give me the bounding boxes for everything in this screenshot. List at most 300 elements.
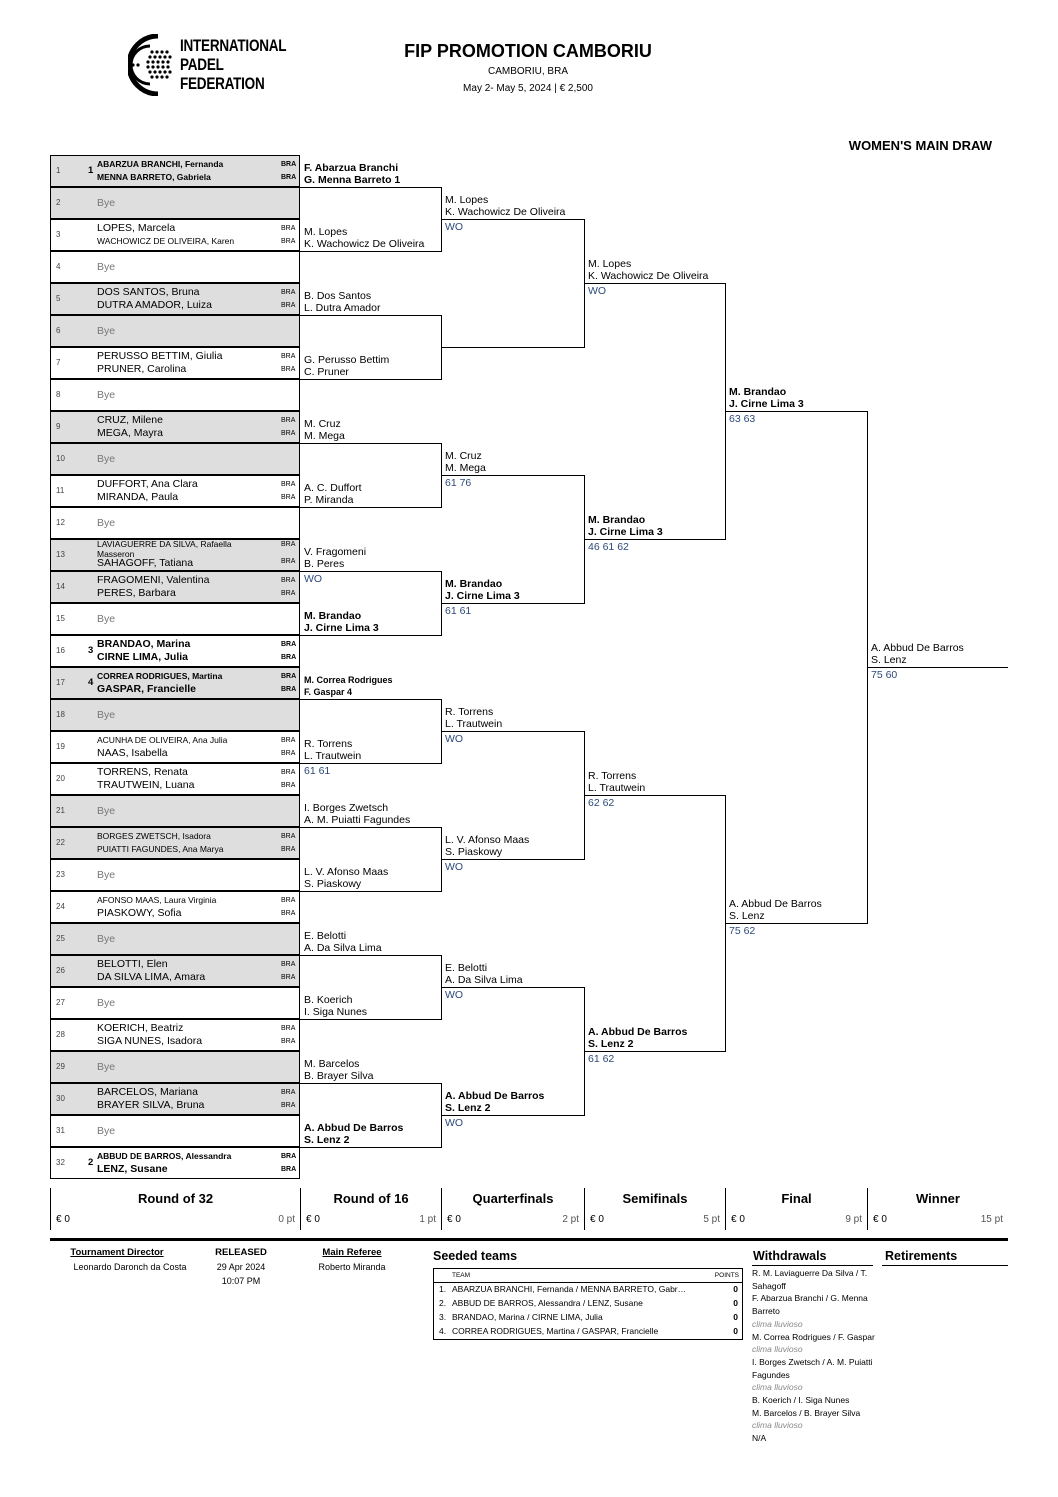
seeded-row: 3. BRANDAO, Marina / CIRNE LIMA, Julia 0 bbox=[439, 1312, 738, 1322]
team-name: J. Cirne Lima 3 bbox=[588, 526, 663, 538]
match-score: 75 62 bbox=[729, 925, 756, 937]
team-name: R. Torrens bbox=[445, 706, 494, 718]
match-score: WO bbox=[445, 989, 464, 1001]
player-nationality: BRA bbox=[281, 590, 296, 597]
draw-slot bbox=[50, 283, 300, 315]
withdrawal-reason: clima lluvioso bbox=[752, 1382, 803, 1393]
seeded-row: 2. ABBUD DE BARROS, Alessandra / LENZ, Susane 0 bbox=[439, 1298, 738, 1308]
ranking-points: 5 pt bbox=[703, 1214, 720, 1225]
player-nationality: BRA bbox=[281, 833, 296, 840]
player-nationality: BRA bbox=[281, 1102, 296, 1109]
bracket-line bbox=[441, 987, 585, 988]
draw-slot bbox=[50, 443, 300, 475]
round-name: Round of 16 bbox=[300, 1188, 441, 1210]
player-name: MENNA BARRETO, Gabriela bbox=[97, 172, 211, 182]
player-nationality: BRA bbox=[281, 1038, 296, 1045]
player-name: NAAS, Isabella bbox=[97, 747, 168, 759]
slot-number: 7 bbox=[56, 358, 61, 367]
team-name: I. Siga Nunes bbox=[304, 1006, 368, 1018]
player-name: TORRENS, Renata bbox=[97, 766, 188, 778]
ranking-points: 2 pt bbox=[562, 1214, 579, 1225]
slot-number: 27 bbox=[56, 998, 65, 1007]
round-name: Semifinals bbox=[584, 1188, 725, 1210]
slot-number: 4 bbox=[56, 262, 61, 271]
draw-slot bbox=[50, 1115, 300, 1147]
bracket-line bbox=[441, 859, 585, 860]
team-name: S. Lenz 2 bbox=[588, 1038, 634, 1050]
player-nationality: BRA bbox=[281, 686, 297, 693]
draw-slot bbox=[50, 155, 300, 187]
match-score: WO bbox=[445, 733, 464, 745]
bracket-line bbox=[441, 731, 585, 732]
bye-label: Bye bbox=[97, 869, 116, 881]
team-name: M. Mega bbox=[445, 462, 486, 474]
player-nationality: BRA bbox=[281, 961, 296, 968]
match-score: 61 61 bbox=[304, 765, 331, 777]
prize-money: € 0 bbox=[731, 1214, 745, 1225]
tournament-location: CAMBORIU, BRA bbox=[487, 66, 568, 77]
slot-number: 26 bbox=[56, 966, 65, 975]
team-name: L. V. Afonso Maas bbox=[445, 834, 530, 846]
match-score: 63 63 bbox=[729, 413, 756, 425]
bracket-line bbox=[300, 955, 442, 956]
bracket-line bbox=[441, 219, 585, 220]
team-name: M. Brandao bbox=[304, 610, 362, 622]
team-name: J. Cirne Lima 3 bbox=[729, 398, 804, 410]
divider bbox=[752, 1265, 873, 1266]
round-prize bbox=[50, 1210, 300, 1230]
slot-number: 16 bbox=[56, 646, 65, 655]
slot-number: 22 bbox=[56, 838, 65, 847]
player-nationality: BRA bbox=[281, 750, 296, 757]
bye-label: Bye bbox=[97, 613, 116, 625]
player-name: LENZ, Susane bbox=[97, 1163, 168, 1175]
released-heading: RELEASED bbox=[215, 1247, 267, 1258]
draw-slot bbox=[50, 539, 300, 571]
player-nationality: BRA bbox=[281, 302, 296, 309]
bracket-line bbox=[300, 699, 442, 700]
team-name: S. Lenz bbox=[729, 910, 765, 922]
draw-slot bbox=[50, 731, 300, 763]
team-name: M. Brandao bbox=[588, 514, 646, 526]
player-nationality: BRA bbox=[281, 174, 297, 181]
team-name: L. V. Afonso Maas bbox=[304, 866, 389, 878]
seed-marker: 4 bbox=[88, 677, 94, 688]
team-name: C. Pruner bbox=[304, 366, 349, 378]
bracket-line bbox=[300, 1147, 442, 1148]
bracket-line bbox=[300, 1083, 442, 1084]
match-score: WO bbox=[304, 573, 323, 585]
bracket-line bbox=[441, 603, 585, 604]
ranking-points: 9 pt bbox=[845, 1214, 862, 1225]
player-nationality: BRA bbox=[281, 430, 296, 437]
slot-number: 10 bbox=[56, 454, 65, 463]
withdrawal-reason: clima lluvioso bbox=[752, 1344, 803, 1355]
player-nationality: BRA bbox=[281, 366, 296, 373]
player-nationality: BRA bbox=[281, 769, 296, 776]
team-name: B. Dos Santos bbox=[304, 290, 372, 302]
slot-number: 23 bbox=[56, 870, 65, 879]
team-name: M. Cruz bbox=[445, 450, 482, 462]
bracket-line bbox=[584, 795, 726, 796]
slot-number: 6 bbox=[56, 326, 61, 335]
draw-slot bbox=[50, 1147, 300, 1179]
team-name: M. Lopes bbox=[588, 258, 632, 270]
draw-slot bbox=[50, 507, 300, 539]
bye-label: Bye bbox=[97, 805, 116, 817]
bracket-line bbox=[300, 635, 442, 636]
bracket-line bbox=[441, 475, 585, 476]
withdrawal-team: M. Barcelos / B. Brayer Silva bbox=[752, 1407, 861, 1418]
tournament-director-heading: Tournament Director bbox=[70, 1247, 164, 1258]
slot-number: 11 bbox=[56, 486, 65, 495]
bracket-line bbox=[725, 923, 868, 924]
ranking-points: 1 pt bbox=[419, 1214, 436, 1225]
draw-slot bbox=[50, 347, 300, 379]
bracket-line bbox=[584, 539, 726, 540]
player-nationality: BRA bbox=[281, 1025, 296, 1032]
player-name: PERUSSO BETTIM, Giulia bbox=[97, 350, 223, 362]
slot-number: 29 bbox=[56, 1062, 65, 1071]
bracket-line bbox=[300, 507, 442, 508]
player-name: MEGA, Mayra bbox=[97, 427, 163, 439]
draw-slot bbox=[50, 219, 300, 251]
prize-money: € 0 bbox=[873, 1214, 887, 1225]
ranking-points: 0 pt bbox=[278, 1214, 295, 1225]
round-name: Final bbox=[725, 1188, 867, 1210]
draw-title: WOMEN'S MAIN DRAW bbox=[848, 138, 992, 153]
player-name: ABBUD DE BARROS, Alessandra bbox=[97, 1151, 232, 1161]
team-name: A. Da Silva Lima bbox=[304, 942, 382, 954]
seed-marker: 3 bbox=[88, 645, 94, 656]
round-prize bbox=[725, 1210, 867, 1230]
logo-line: FEDERATION bbox=[180, 75, 265, 93]
bracket-line bbox=[441, 1115, 585, 1116]
bracket-line bbox=[300, 315, 442, 316]
retirements-heading: Retirements bbox=[885, 1249, 958, 1263]
withdrawal-team: M. Correa Rodrigues / F. Gaspar bbox=[752, 1331, 875, 1342]
withdrawal-team: B. Koerich / I. Siga Nunes bbox=[752, 1395, 850, 1406]
player-name: DA SILVA LIMA, Amara bbox=[97, 971, 206, 983]
tournament-dates: May 2- May 5, 2024 | € 2,500 bbox=[463, 83, 593, 94]
team-name: M. Lopes bbox=[304, 226, 348, 238]
team-name: E. Belotti bbox=[445, 962, 488, 974]
draw-slot bbox=[50, 315, 300, 347]
slot-number: 32 bbox=[56, 1158, 65, 1167]
player-nationality: BRA bbox=[281, 494, 296, 501]
player-nationality: BRA bbox=[281, 910, 296, 917]
team-name: G. Menna Barreto 1 bbox=[304, 174, 401, 186]
player-name: SIGA NUNES, Isadora bbox=[97, 1035, 203, 1047]
match-score: WO bbox=[445, 861, 464, 873]
bracket-line bbox=[300, 251, 442, 252]
slot-number: 15 bbox=[56, 614, 65, 623]
team-name: G. Perusso Bettim bbox=[304, 354, 390, 366]
bracket-line bbox=[300, 571, 442, 572]
player-nationality: BRA bbox=[281, 654, 297, 661]
player-nationality: BRA bbox=[281, 641, 297, 648]
draw-slot bbox=[50, 411, 300, 443]
round-prize bbox=[300, 1210, 441, 1230]
bracket-line bbox=[300, 891, 442, 892]
slot-number: 21 bbox=[56, 806, 65, 815]
withdrawal-team: I. Borges Zwetsch / A. M. Puiatti Fagundes bbox=[752, 1356, 873, 1380]
player-name: FRAGOMENI, Valentina bbox=[97, 574, 210, 586]
withdrawals-list bbox=[752, 1267, 877, 1445]
player-nationality: BRA bbox=[281, 417, 296, 424]
tournament-director-name: Leonardo Daronch da Costa bbox=[73, 1262, 187, 1272]
player-name: LOPES, Marcela bbox=[97, 222, 176, 234]
seeded-row: 4. CORREA RODRIGUES, Martina / GASPAR, Francielle 0 bbox=[439, 1326, 738, 1336]
team-name: M. Mega bbox=[304, 430, 345, 442]
draw-slot bbox=[50, 955, 300, 987]
bracket-line bbox=[725, 411, 868, 412]
draw-slot bbox=[50, 379, 300, 411]
draw-slot bbox=[50, 699, 300, 731]
withdrawal-team: R. M. Laviaguerre Da Silva / T. Sahagoff bbox=[752, 1268, 868, 1291]
prize-money: € 0 bbox=[447, 1214, 461, 1225]
player-name: TRAUTWEIN, Luana bbox=[97, 779, 195, 791]
round-prize bbox=[867, 1210, 1008, 1230]
team-name: B. Brayer Silva bbox=[304, 1070, 374, 1082]
col-points: POINTS bbox=[714, 1272, 739, 1279]
team-name: B. Peres bbox=[304, 558, 345, 570]
slot-number: 31 bbox=[56, 1126, 65, 1135]
draw-slot bbox=[50, 475, 300, 507]
match-score: 62 62 bbox=[588, 797, 615, 809]
round-name: Round of 32 bbox=[50, 1188, 300, 1210]
match-score: 61 76 bbox=[445, 477, 472, 489]
bye-label: Bye bbox=[97, 197, 116, 209]
draw-slot bbox=[50, 667, 300, 699]
team-name: K. Wachowicz De Oliveira bbox=[445, 206, 566, 218]
player-nationality: BRA bbox=[281, 541, 296, 548]
team-name: E. Belotti bbox=[304, 930, 347, 942]
bracket-line bbox=[300, 443, 442, 444]
slot-number: 8 bbox=[56, 390, 61, 399]
bracket-line bbox=[867, 667, 1008, 668]
player-name: ABARZUA BRANCHI, Fernanda bbox=[97, 159, 224, 169]
match-score: 61 61 bbox=[445, 605, 472, 617]
team-name: S. Lenz 2 bbox=[304, 1134, 350, 1146]
slot-number: 14 bbox=[56, 582, 65, 591]
bye-label: Bye bbox=[97, 389, 116, 401]
bracket-line bbox=[300, 187, 442, 188]
seed-marker: 2 bbox=[88, 1157, 94, 1168]
team-name: S. Lenz bbox=[871, 654, 907, 666]
player-nationality: BRA bbox=[281, 238, 296, 245]
player-name: BRANDAO, Marina bbox=[97, 638, 191, 650]
team-name: J. Cirne Lima 3 bbox=[304, 622, 379, 634]
team-name: M. Cruz bbox=[304, 418, 341, 430]
slot-number: 2 bbox=[56, 198, 61, 207]
slot-number: 17 bbox=[56, 678, 65, 687]
slot-number: 3 bbox=[56, 230, 61, 239]
team-name: P. Miranda bbox=[304, 494, 354, 506]
player-name: DOS SANTOS, Bruna bbox=[97, 286, 200, 298]
team-name: F. Gaspar 4 bbox=[304, 687, 353, 697]
draw-slot bbox=[50, 1051, 300, 1083]
bye-label: Bye bbox=[97, 997, 116, 1009]
slot-number: 20 bbox=[56, 774, 65, 783]
team-name: R. Torrens bbox=[304, 738, 353, 750]
draw-slot bbox=[50, 635, 300, 667]
slot-number: 25 bbox=[56, 934, 65, 943]
team-name: L. Trautwein bbox=[588, 782, 646, 794]
team-name: I. Borges Zwetsch bbox=[304, 802, 389, 814]
slot-number: 18 bbox=[56, 710, 65, 719]
round-name: Winner bbox=[867, 1188, 1008, 1210]
player-name: PIASKOWY, Sofia bbox=[97, 907, 182, 919]
ranking-points: 15 pt bbox=[980, 1214, 1003, 1225]
draw-slot bbox=[50, 763, 300, 795]
withdrawal-team: N/A bbox=[752, 1433, 767, 1444]
bracket-line bbox=[300, 763, 442, 764]
team-name: M. Brandao bbox=[729, 386, 787, 398]
draw-slot bbox=[50, 795, 300, 827]
team-name: K. Wachowicz De Oliveira bbox=[304, 238, 425, 250]
player-nationality: BRA bbox=[281, 1153, 297, 1160]
bracket-line bbox=[300, 379, 442, 380]
tournament-title: FIP PROMOTION CAMBORIU bbox=[404, 41, 652, 61]
player-nationality: BRA bbox=[281, 161, 297, 168]
player-name: BRAYER SILVA, Bruna bbox=[97, 1099, 205, 1111]
bye-label: Bye bbox=[97, 261, 116, 273]
draw-slot bbox=[50, 571, 300, 603]
draw-slot bbox=[50, 891, 300, 923]
draw-slot bbox=[50, 827, 300, 859]
logo-line: PADEL bbox=[180, 56, 224, 74]
team-name: L. Trautwein bbox=[304, 750, 362, 762]
player-name: PERES, Barbara bbox=[97, 587, 176, 599]
draw-slot bbox=[50, 603, 300, 635]
team-name: A. M. Puiatti Fagundes bbox=[304, 814, 411, 826]
team-name: A. Abbud De Barros bbox=[871, 642, 964, 654]
match-score: 46 61 62 bbox=[588, 541, 629, 553]
player-name: ACUNHA DE OLIVEIRA, Ana Julia bbox=[97, 735, 228, 745]
withdrawal-reason: clima lluvioso bbox=[752, 1420, 803, 1431]
main-referee-heading: Main Referee bbox=[322, 1247, 382, 1258]
bye-label: Bye bbox=[97, 517, 116, 529]
player-nationality: BRA bbox=[281, 289, 296, 296]
team-name: V. Fragomeni bbox=[304, 546, 367, 558]
player-name: PUIATTI FAGUNDES, Ana Marya bbox=[97, 844, 224, 854]
team-name: A. Da Silva Lima bbox=[445, 974, 523, 986]
main-referee-name: Roberto Miranda bbox=[318, 1262, 386, 1272]
player-nationality: BRA bbox=[281, 1089, 296, 1096]
bracket-line bbox=[300, 1019, 442, 1020]
player-nationality: BRA bbox=[281, 974, 296, 981]
team-name: L. Trautwein bbox=[445, 718, 503, 730]
round-prize bbox=[584, 1210, 725, 1230]
seeded-table-header bbox=[434, 1269, 742, 1283]
match-score: 61 62 bbox=[588, 1053, 615, 1065]
seeded-row: 1. ABARZUA BRANCHI, Fernanda / MENNA BARRETO, Gabr… 0 bbox=[439, 1284, 738, 1294]
released-date: 29 Apr 2024 bbox=[216, 1262, 266, 1272]
bye-label: Bye bbox=[97, 709, 116, 721]
slot-number: 5 bbox=[56, 294, 61, 303]
round-prize bbox=[441, 1210, 584, 1230]
player-nationality: BRA bbox=[281, 846, 296, 853]
team-name: S. Piaskowy bbox=[445, 846, 503, 858]
col-team: TEAM bbox=[452, 1272, 471, 1279]
player-name: LAVIAGUERRE DA SILVA, Rafaella bbox=[97, 539, 232, 549]
player-nationality: BRA bbox=[281, 481, 296, 488]
team-name: M. Barcelos bbox=[304, 1058, 360, 1070]
player-name: BORGES ZWETSCH, Isadora bbox=[97, 831, 211, 841]
released-time: 10:07 PM bbox=[221, 1276, 261, 1286]
team-name: A. Abbud De Barros bbox=[729, 898, 822, 910]
player-name: MIRANDA, Paula bbox=[97, 491, 179, 503]
withdrawal-reason: clima lluvioso bbox=[752, 1318, 803, 1329]
seeded-teams-heading: Seeded teams bbox=[433, 1249, 518, 1263]
player-name: DUFFORT, Ana Clara bbox=[97, 478, 198, 490]
player-name: BELOTTI, Elen bbox=[97, 958, 168, 970]
player-name: BARCELOS, Mariana bbox=[97, 1086, 198, 1098]
bracket-line bbox=[584, 1051, 726, 1052]
slot-number: 30 bbox=[56, 1094, 65, 1103]
player-nationality: BRA bbox=[281, 353, 296, 360]
bracket-line bbox=[441, 347, 585, 348]
slot-number: 28 bbox=[56, 1030, 65, 1039]
player-name: SAHAGOFF, Tatiana bbox=[97, 557, 194, 569]
player-nationality: BRA bbox=[281, 737, 296, 744]
draw-slot bbox=[50, 987, 300, 1019]
bye-label: Bye bbox=[97, 1125, 116, 1137]
player-name: KOERICH, Beatriz bbox=[97, 1022, 184, 1034]
bye-label: Bye bbox=[97, 325, 116, 337]
player-nationality: BRA bbox=[281, 1166, 297, 1173]
seeded-teams-table bbox=[433, 1268, 743, 1340]
slot-number: 1 bbox=[56, 166, 61, 175]
team-name: S. Piaskowy bbox=[304, 878, 362, 890]
slot-number: 9 bbox=[56, 422, 61, 431]
player-name: AFONSO MAAS, Laura Virginia bbox=[97, 895, 217, 905]
divider bbox=[50, 1238, 1008, 1241]
player-name: CRUZ, Milene bbox=[97, 414, 163, 426]
bye-label: Bye bbox=[97, 1061, 116, 1073]
team-name: L. Dutra Amador bbox=[304, 302, 381, 314]
match-score: 75 60 bbox=[871, 669, 898, 681]
team-name: R. Torrens bbox=[588, 770, 637, 782]
match-score: WO bbox=[445, 221, 464, 233]
prize-money: € 0 bbox=[590, 1214, 604, 1225]
draw-slot bbox=[50, 859, 300, 891]
player-nationality: BRA bbox=[281, 897, 296, 904]
player-name: PRUNER, Carolina bbox=[97, 363, 187, 375]
player-nationality: BRA bbox=[281, 558, 296, 565]
team-name: K. Wachowicz De Oliveira bbox=[588, 270, 709, 282]
team-name: A. C. Duffort bbox=[304, 482, 362, 494]
withdrawal-team: F. Abarzua Branchi / G. Menna Barreto bbox=[752, 1293, 868, 1317]
prize-money: € 0 bbox=[56, 1214, 70, 1225]
team-name: A. Abbud De Barros bbox=[588, 1026, 688, 1038]
rounds-footer bbox=[50, 1188, 1008, 1240]
draw-slot bbox=[50, 187, 300, 219]
draw-slot bbox=[50, 251, 300, 283]
player-name: CORREA RODRIGUES, Martina bbox=[97, 671, 223, 681]
draw-slot bbox=[50, 923, 300, 955]
player-name: CIRNE LIMA, Julia bbox=[97, 651, 189, 663]
team-name: A. Abbud De Barros bbox=[304, 1122, 404, 1134]
bye-label: Bye bbox=[97, 933, 116, 945]
draw-slot bbox=[50, 1019, 300, 1051]
team-name: S. Lenz 2 bbox=[445, 1102, 491, 1114]
team-name: A. Abbud De Barros bbox=[445, 1090, 545, 1102]
player-nationality: BRA bbox=[281, 577, 296, 584]
player-nationality: BRA bbox=[281, 673, 297, 680]
team-name: J. Cirne Lima 3 bbox=[445, 590, 520, 602]
